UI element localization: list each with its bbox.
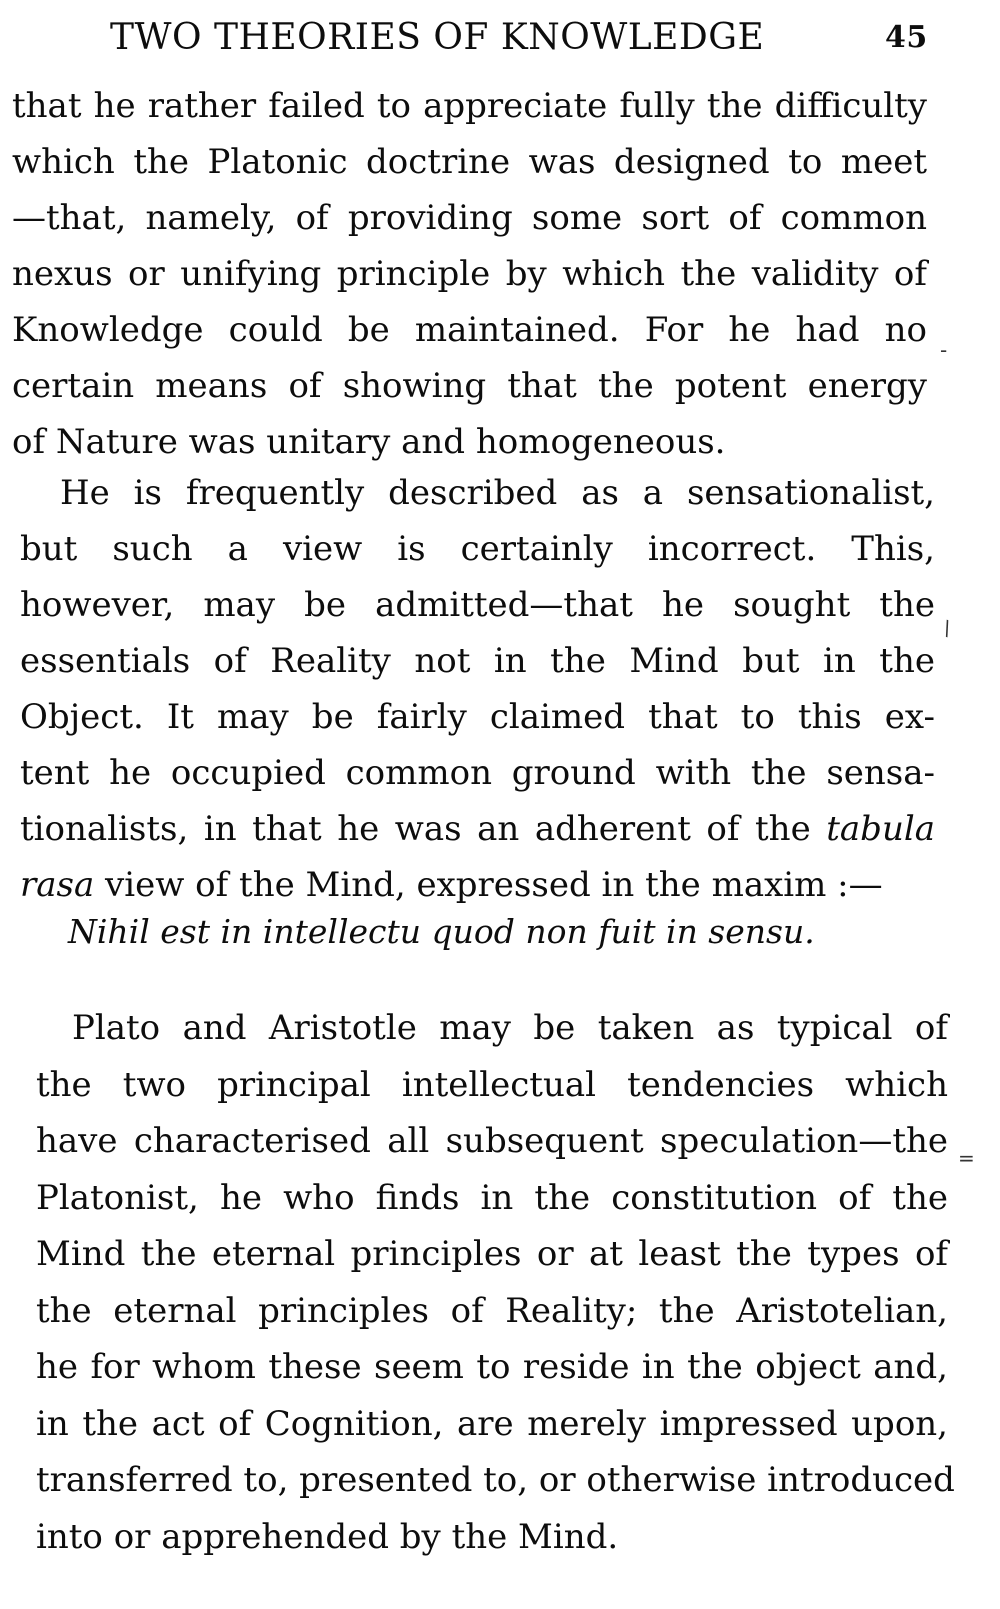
text-line: Knowledge could be maintained. For he had no [12,310,927,350]
text-line: essentials of Reality not in the Mind but in the [20,641,935,681]
page-number: 45 [885,20,928,55]
text-line: nexus or unifying principle by which the validity of [12,254,927,294]
margin-tick-mark: = [958,1146,975,1170]
text-line: of Nature was unitary and homogeneous. [12,422,726,462]
text-line: however, may be admitted—that he sought the [20,585,935,625]
text-line: Plato and Aristotle may be taken as typical of [72,1008,948,1048]
text-line: Mind the eternal principles or at least the types of [36,1234,948,1274]
text-line: —that, namely, of providing some sort of common [12,198,927,238]
paragraph-1 [12,78,927,470]
text-line: the eternal principles of Reality; the Aristotelian, [36,1290,948,1331]
latin-maxim: Nihil est in intellectu quod non fuit in sensu. [68,912,815,951]
text-line: He is frequently described as a sensationalist, [60,473,935,513]
margin-tick-mark: \ [940,615,955,641]
text-line: Platonist, he who finds in the constitution of the [36,1177,948,1218]
text-line: which the Platonic doctrine was designed to meet [12,142,927,182]
running-head-title: TWO THEORIES OF KNOWLEDGE [110,17,765,58]
text-line: that he rather failed to appreciate fully the difficulty [12,86,927,126]
text-line: tent he occupied common ground with the sensa- [20,753,935,793]
text-line: Object. It may be fairly claimed that to this ex- [20,697,935,737]
running-head [110,8,960,68]
text-line: have characterised all subsequent speculation—the [36,1121,948,1161]
paragraph-2 [20,465,935,913]
text-line: certain means of showing that the potent energy [12,366,927,406]
line-text: tionalists, in that he was an adherent of the [20,809,827,849]
italic-term: rasa [20,865,95,905]
italic-term: tabula [826,809,935,849]
margin-tick-mark: - [940,338,948,362]
line-text: view of the Mind, expressed in the maxim :— [94,865,883,905]
paragraph-3 [36,1000,955,1565]
text-line: into or apprehended by the Mind. [36,1516,619,1557]
text-line: but such a view is certainly incorrect. This, [20,529,935,569]
text-line: transferred to, presented to, or otherwise introduced [36,1460,955,1500]
text-line [20,801,935,857]
text-line: he for whom these seem to reside in the object and, [36,1347,948,1387]
text-line: the two principal intellectual tendencies which [36,1064,948,1105]
text-line: in the act of Cognition, are merely impressed upon, [36,1403,948,1444]
